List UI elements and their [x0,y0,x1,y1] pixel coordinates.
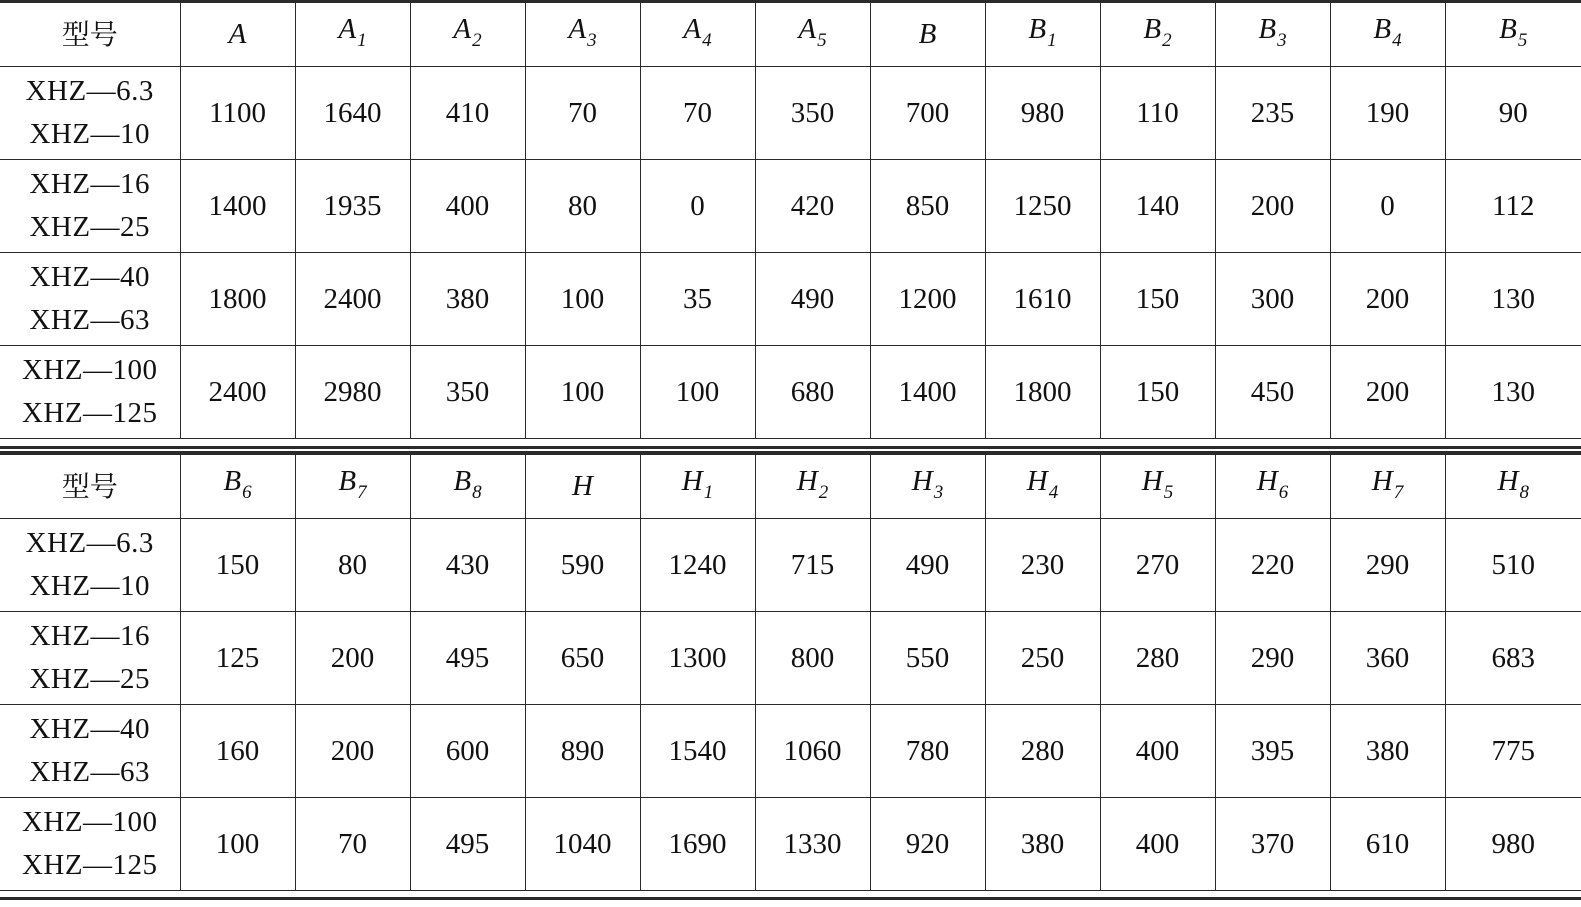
header-subscript: 3 [933,481,944,503]
value-cell: 1610 [985,253,1100,346]
value-cell: 1200 [870,253,985,346]
header-symbol: H [796,464,818,497]
value-cell: 550 [870,612,985,705]
header-symbol: B [223,464,242,497]
header-subscript: 2 [818,481,829,503]
value-cell: 35 [640,253,755,346]
value-cell: 140 [1100,160,1215,253]
model-column-header [0,3,180,67]
value-cell: 715 [755,519,870,612]
bottom-rule [0,897,1581,900]
header-symbol: B [1028,12,1047,45]
header-subscript: 2 [472,29,482,51]
value-cell: 380 [410,253,525,346]
value-cell: 150 [1100,253,1215,346]
model-cell: XHZ—16 XHZ—25 [0,160,180,253]
header-subscript: 4 [1392,29,1402,51]
value-cell: 800 [755,612,870,705]
header-row [0,3,1581,67]
header-subscript: 6 [1278,481,1289,503]
value-cell: 130 [1445,346,1581,439]
column-header [1215,3,1330,67]
value-cell: 100 [525,253,640,346]
column-header [525,455,640,519]
header-symbol: B [453,464,472,497]
header-symbol: B [918,18,937,50]
column-header [985,3,1100,67]
header-symbol: 型号 [61,470,118,503]
value-cell: 980 [985,67,1100,160]
value-cell: 430 [410,519,525,612]
header-subscript: 8 [472,481,482,503]
header-symbol: H [1256,464,1278,497]
table-row [0,253,1581,346]
header-symbol: A [338,12,357,45]
header-subscript: 5 [1517,29,1528,51]
column-header [180,455,295,519]
middle-rule [0,446,1581,449]
value-cell: 160 [180,705,295,798]
column-header [295,455,410,519]
model-cell: XHZ—100 XHZ—125 [0,346,180,439]
header-subscript: 5 [1163,481,1174,503]
value-cell: 490 [755,253,870,346]
value-cell: 290 [1330,519,1445,612]
header-subscript: 3 [587,29,597,51]
value-cell: 1540 [640,705,755,798]
value-cell: 920 [870,798,985,891]
value-cell: 400 [1100,798,1215,891]
value-cell: 190 [1330,67,1445,160]
value-cell: 130 [1445,253,1581,346]
header-symbol: 型号 [61,18,118,51]
column-header [640,3,755,67]
value-cell: 125 [180,612,295,705]
model-cell: XHZ—16 XHZ—25 [0,612,180,705]
value-cell: 1100 [180,67,295,160]
header-symbol: H [572,470,593,502]
model-cell: XHZ—6.3 XHZ—10 [0,67,180,160]
value-cell: 650 [525,612,640,705]
column-header [1445,3,1581,67]
value-cell: 410 [410,67,525,160]
column-header [755,455,870,519]
value-cell: 200 [1330,346,1445,439]
value-cell: 150 [1100,346,1215,439]
header-symbol: H [1497,464,1519,497]
header-symbol: A [228,18,247,50]
column-header [1215,455,1330,519]
model-cell: XHZ—6.3 XHZ—10 [0,519,180,612]
value-cell: 495 [410,798,525,891]
value-cell: 100 [180,798,295,891]
value-cell: 1400 [180,160,295,253]
value-cell: 395 [1215,705,1330,798]
header-symbol: B [1373,12,1392,45]
value-cell: 610 [1330,798,1445,891]
header-symbol: H [1371,464,1393,497]
header-symbol: H [681,464,703,497]
header-subscript: 5 [817,29,827,51]
column-header [1330,455,1445,519]
dimension-table-1 [0,2,1581,439]
value-cell: 70 [525,67,640,160]
value-cell: 370 [1215,798,1330,891]
value-cell: 150 [180,519,295,612]
header-symbol: H [1026,464,1048,497]
value-cell: 1040 [525,798,640,891]
column-header [755,3,870,67]
value-cell: 100 [525,346,640,439]
value-cell: 400 [1100,705,1215,798]
value-cell: 680 [755,346,870,439]
value-cell: 600 [410,705,525,798]
column-header [640,455,755,519]
header-symbol: B [1143,12,1162,45]
column-header [180,3,295,67]
header-subscript: 4 [702,29,712,51]
value-cell: 235 [1215,67,1330,160]
header-row [0,455,1581,519]
value-cell: 420 [755,160,870,253]
header-subscript: 1 [703,481,714,503]
table-row [0,346,1581,439]
header-symbol: B [338,464,357,497]
value-cell: 200 [1215,160,1330,253]
value-cell: 0 [1330,160,1445,253]
value-cell: 490 [870,519,985,612]
value-cell: 1060 [755,705,870,798]
value-cell: 590 [525,519,640,612]
value-cell: 0 [640,160,755,253]
column-header [1100,455,1215,519]
header-symbol: A [453,12,472,45]
model-cell: XHZ—40 XHZ—63 [0,705,180,798]
value-cell: 100 [640,346,755,439]
value-cell: 1800 [180,253,295,346]
value-cell: 495 [410,612,525,705]
table-row [0,519,1581,612]
model-cell: XHZ—40 XHZ—63 [0,253,180,346]
table-row [0,67,1581,160]
value-cell: 850 [870,160,985,253]
value-cell: 200 [1330,253,1445,346]
value-cell: 700 [870,67,985,160]
header-symbol: H [1141,464,1163,497]
value-cell: 400 [410,160,525,253]
value-cell: 290 [1215,612,1330,705]
model-cell: XHZ—100 XHZ—125 [0,798,180,891]
header-subscript: 7 [1393,481,1404,503]
header-subscript: 7 [357,481,367,503]
value-cell: 1300 [640,612,755,705]
value-cell: 1240 [640,519,755,612]
value-cell: 450 [1215,346,1330,439]
value-cell: 70 [295,798,410,891]
header-symbol: B [1258,12,1277,45]
header-subscript: 6 [242,481,252,503]
value-cell: 80 [525,160,640,253]
column-header [295,3,410,67]
value-cell: 2980 [295,346,410,439]
value-cell: 1800 [985,346,1100,439]
header-subscript: 1 [1047,29,1057,51]
value-cell: 230 [985,519,1100,612]
value-cell: 360 [1330,612,1445,705]
value-cell: 380 [985,798,1100,891]
value-cell: 300 [1215,253,1330,346]
value-cell: 250 [985,612,1100,705]
table-row [0,705,1581,798]
value-cell: 90 [1445,67,1581,160]
column-header [1330,3,1445,67]
value-cell: 350 [755,67,870,160]
value-cell: 112 [1445,160,1581,253]
column-header [410,455,525,519]
header-symbol: H [911,464,933,497]
header-subscript: 4 [1048,481,1059,503]
value-cell: 110 [1100,67,1215,160]
value-cell: 280 [1100,612,1215,705]
header-symbol: A [568,12,587,45]
value-cell: 280 [985,705,1100,798]
header-subscript: 3 [1277,29,1287,51]
model-column-header [0,455,180,519]
value-cell: 270 [1100,519,1215,612]
value-cell: 1640 [295,67,410,160]
value-cell: 220 [1215,519,1330,612]
header-symbol: B [1499,12,1517,45]
value-cell: 1935 [295,160,410,253]
value-cell: 890 [525,705,640,798]
value-cell: 70 [640,67,755,160]
header-subscript: 8 [1519,481,1529,503]
table-row [0,160,1581,253]
dimension-table-2 [0,454,1581,891]
value-cell: 380 [1330,705,1445,798]
column-header [1445,455,1581,519]
header-symbol: A [683,12,702,45]
value-cell: 2400 [295,253,410,346]
table-row [0,798,1581,891]
column-header [525,3,640,67]
header-subscript: 2 [1162,29,1172,51]
value-cell: 980 [1445,798,1581,891]
value-cell: 510 [1445,519,1581,612]
column-header [410,3,525,67]
column-header [870,455,985,519]
table-row [0,612,1581,705]
value-cell: 780 [870,705,985,798]
value-cell: 80 [295,519,410,612]
value-cell: 1690 [640,798,755,891]
value-cell: 1330 [755,798,870,891]
value-cell: 775 [1445,705,1581,798]
value-cell: 200 [295,612,410,705]
value-cell: 683 [1445,612,1581,705]
column-header [985,455,1100,519]
value-cell: 2400 [180,346,295,439]
value-cell: 200 [295,705,410,798]
column-header [1100,3,1215,67]
column-header [870,3,985,67]
value-cell: 1400 [870,346,985,439]
value-cell: 350 [410,346,525,439]
header-subscript: 1 [357,29,367,51]
value-cell: 1250 [985,160,1100,253]
header-symbol: A [798,12,817,45]
